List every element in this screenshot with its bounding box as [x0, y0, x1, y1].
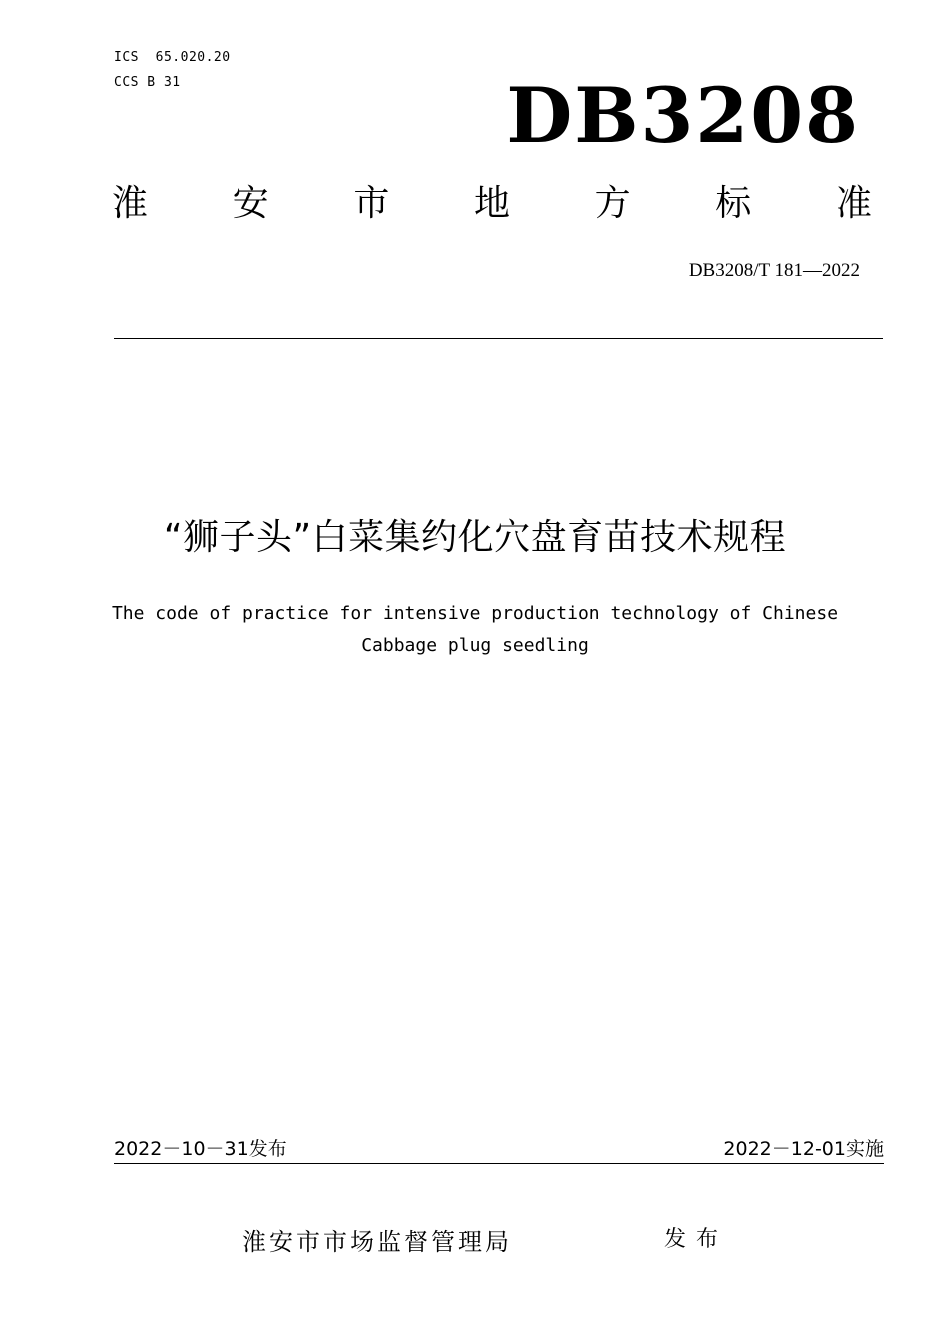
- standard-type-char: 方: [594, 183, 631, 224]
- standard-type-char: 地: [473, 183, 510, 224]
- publish-label: 发布: [664, 1227, 729, 1252]
- standard-type-char: 标: [715, 183, 752, 224]
- standard-type-char: 淮: [112, 183, 149, 224]
- document-title-english: [0, 598, 950, 662]
- document-title-chinese: “狮子头”白菜集约化穴盘育苗技术规程: [163, 517, 787, 558]
- english-title-line-1: The code of practice for intensive production technology of Chinese: [111, 603, 839, 624]
- db-code: DB3208: [506, 71, 860, 160]
- standard-type-title: [112, 183, 872, 224]
- issue-date: 2022－10－31发布: [114, 1138, 287, 1160]
- publisher-name: 淮安市市场监督管理局: [242, 1228, 512, 1256]
- standard-type-char: 准: [835, 183, 872, 224]
- standard-type-char: 安: [232, 183, 269, 224]
- standard-number: DB3208/T 181—2022: [688, 260, 860, 281]
- english-title-line-2: Cabbage plug seedling: [361, 635, 589, 656]
- standard-type-char: 市: [353, 183, 390, 224]
- implementation-date: 2022－12-01实施: [723, 1138, 884, 1160]
- ics-code: ICS 65.020.20: [114, 50, 231, 65]
- ccs-code: CCS B 31: [114, 75, 181, 90]
- header-divider: [114, 338, 883, 339]
- footer-divider: [114, 1163, 884, 1164]
